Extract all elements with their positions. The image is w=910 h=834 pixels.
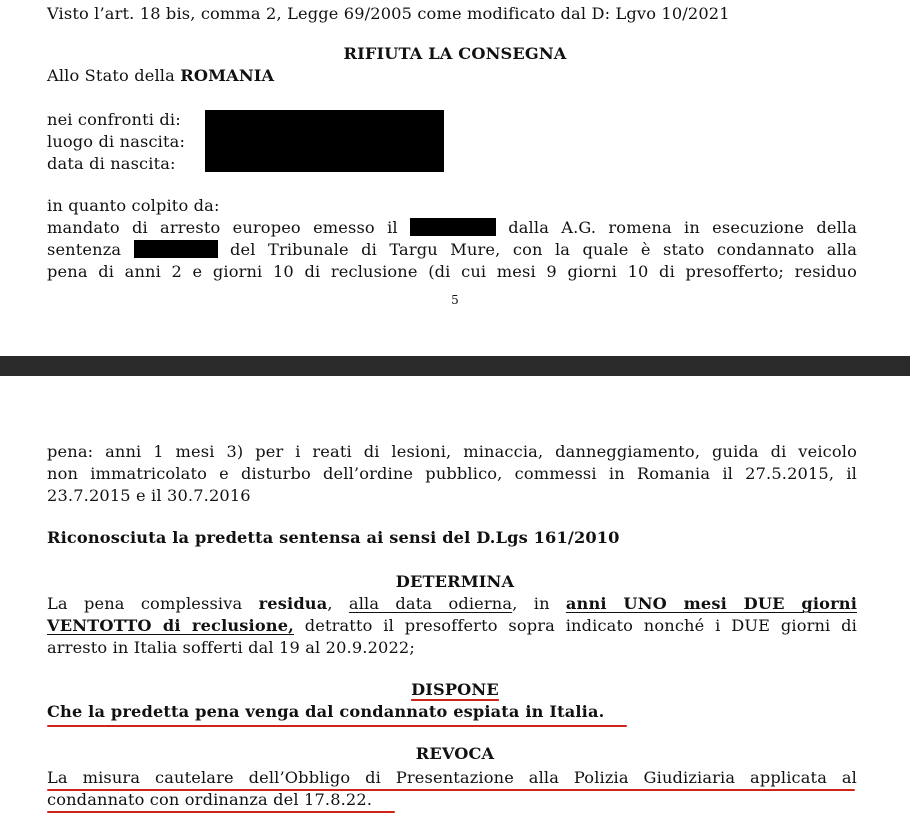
crimes-line-3: 23.7.2015 e il 30.7.2016: [47, 486, 251, 505]
red-underline-dispone: [47, 725, 627, 727]
state-name: ROMANIA: [180, 66, 275, 85]
determina-sentence-amount-b: VENTOTTO di reclusione,: [47, 616, 294, 635]
penalty-line: pena di anni 2 e giorni 10 di reclusione (di cui mesi 9 giorni 10 di presofferto; residuo: [47, 262, 857, 281]
sentence-text-a: sentenza: [47, 240, 122, 259]
warrant-line: [47, 218, 857, 238]
legal-basis-line: Visto l’art. 18 bis, comma 2, Legge 69/2005 come modificato dal D: Lgvo 10/2021: [47, 4, 730, 23]
determina-sentence-amount-a: anni UNO mesi DUE giorni: [565, 594, 857, 613]
refusal-title: RIFIUTA LA CONSEGNA: [343, 44, 567, 63]
revoca-line-1: La misura cautelare dell’Obbligo di Presentazione alla Polizia Giudiziaria applicata al: [47, 768, 857, 787]
struck-by-line: in quanto colpito da:: [47, 196, 220, 215]
determina-residua: residua: [258, 594, 328, 613]
determina-text-in: , in: [512, 594, 566, 613]
red-underline-revoca-2: [47, 811, 395, 813]
subject-label-name: nei confronti di:: [47, 110, 181, 129]
determina-text-h: detratto il presofferto sopra indicato nonché i DUE giorni di: [293, 616, 857, 635]
determina-date-phrase: alla data odierna: [348, 594, 513, 613]
page-number: 5: [451, 293, 459, 307]
subject-label-birthplace: luogo di nascita:: [47, 132, 186, 151]
dispone-title: [0, 680, 910, 700]
dispone-text: Che la predetta pena venga dal condannato espiata in Italia.: [47, 702, 605, 721]
sentence-text-b: del Tribunale di Targu Mure, con la quale è stato condannato alla: [230, 240, 858, 259]
revoca-title: REVOCA: [415, 744, 495, 763]
crimes-line-2: non immatricolato e disturbo dell’ordine pubblico, commessi in Romania il 27.5.2015, il: [47, 464, 857, 483]
subject-label-birthdate: data di nascita:: [47, 154, 176, 173]
document-page-1: [0, 0, 910, 356]
revoca-line-2: condannato con ordinanza del 17.8.22.: [47, 790, 373, 809]
warrant-text-a: mandato di arresto europeo emesso il: [47, 218, 398, 237]
determina-line-2: [47, 616, 857, 636]
redaction-warrant-date: [410, 218, 496, 236]
determina-line-1: [47, 594, 857, 614]
state-line: [47, 66, 274, 86]
redaction-sentence-number: [134, 240, 218, 258]
determina-title: DETERMINA: [395, 572, 515, 591]
crimes-line-1: pena: anni 1 mesi 3) per i reati di lesioni, minaccia, danneggiamento, guida di veicolo: [47, 442, 857, 461]
determina-line-3: arresto in Italia sofferti dal 19 al 20.9.2022;: [47, 638, 415, 657]
recognition-line: Riconosciuta la predetta sentensa ai sensi del D.Lgs 161/2010: [47, 528, 620, 547]
redaction-box-subject: [205, 110, 444, 172]
warrant-text-b: dalla A.G. romena in esecuzione della: [508, 218, 858, 237]
page-separator: [0, 356, 910, 376]
determina-comma: ,: [327, 594, 349, 613]
sentence-line: [47, 240, 857, 260]
dispone-title-text: DISPONE: [411, 680, 499, 699]
state-prefix: Allo Stato della: [47, 66, 181, 85]
document-page-2: [0, 376, 910, 834]
determina-text-a: La pena complessiva: [47, 594, 259, 613]
